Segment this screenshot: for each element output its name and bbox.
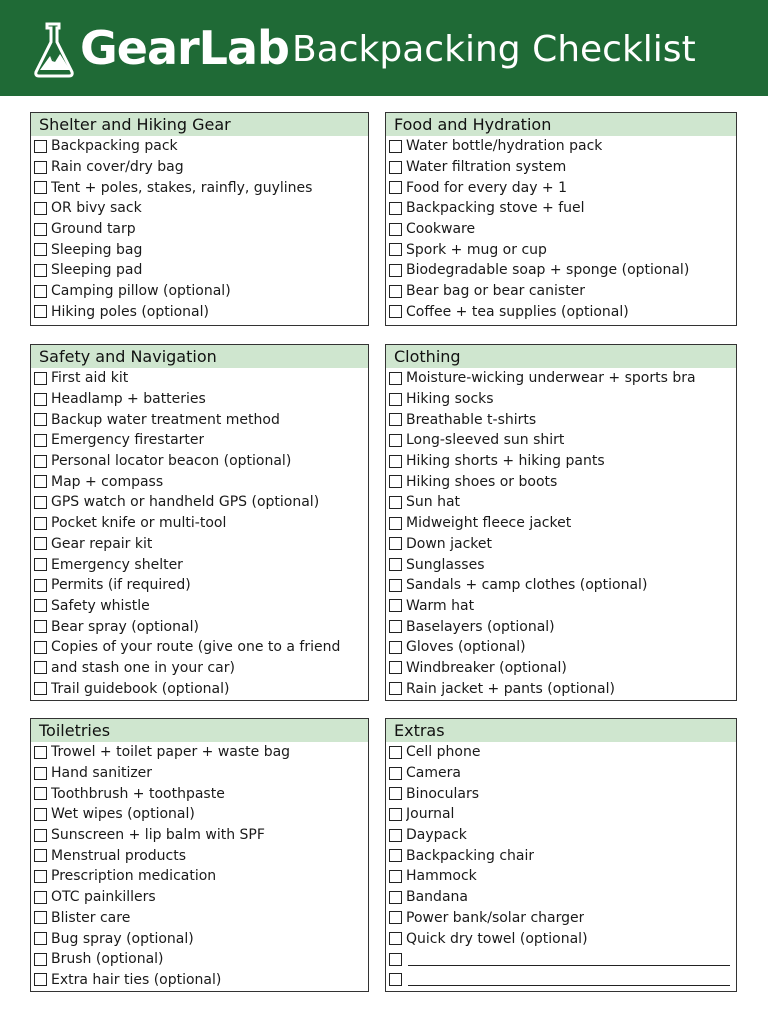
checklist-item [31,136,368,157]
checklist-item [386,409,736,430]
checkbox[interactable] [389,264,402,277]
checkbox[interactable] [34,264,47,277]
checklist-item [386,534,736,555]
checklist-item [31,554,368,575]
brand-logo-text: GearLab [80,21,289,75]
checklist-item [31,783,368,804]
flask-mountain-icon [30,20,80,80]
checklist-item [386,219,736,240]
checkbox[interactable] [34,953,47,966]
checkbox[interactable] [389,808,402,821]
checklist-item [386,177,736,198]
checklist-item-label: Sleeping pad [51,262,143,279]
blank-checklist-item [386,970,736,991]
checkbox[interactable] [389,161,402,174]
checkbox[interactable] [34,682,47,695]
checkbox[interactable] [34,891,47,904]
checklist-item-label: Trowel + toilet paper + waste bag [51,744,291,761]
checklist-item-label: Bear bag or bear canister [406,283,586,300]
checklist-item [386,157,736,178]
checkbox[interactable] [389,829,402,842]
checklist-item [386,742,736,763]
checklist-item [31,409,368,430]
checklist-item [31,281,368,302]
page-title: Backpacking Checklist [292,29,696,70]
checklist-item [31,742,368,763]
checklist-item [31,970,368,991]
checklist-item-label: Menstrual products [51,847,187,864]
section-title: Safety and Navigation [31,345,368,368]
checklist-item [31,616,368,637]
checklist-item-label: Headlamp + batteries [51,391,206,408]
checklist-item [386,239,736,260]
checklist-item-label: GPS watch or handheld GPS (optional) [51,494,320,511]
checkbox[interactable] [34,537,47,550]
checkbox[interactable] [34,517,47,530]
checklist-item-label: Long-sleeved sun shirt [406,432,565,449]
checkbox[interactable] [389,932,402,945]
checklist-item [31,928,368,949]
checklist-item-label: Brush (optional) [51,951,164,968]
checklist-item [386,554,736,575]
checklist-item-label: Backup water treatment method [51,411,280,428]
checkbox[interactable] [389,140,402,153]
checklist-item [31,596,368,617]
checklist-item-label: Camera [406,765,461,782]
checklist-item [31,678,368,699]
checklist-item-label: Hiking poles (optional) [51,303,209,320]
checklist-item-label: Hiking shoes or boots [406,473,558,490]
checklist-item [31,575,368,596]
checkbox[interactable] [389,641,402,654]
checklist-item [31,157,368,178]
checklist-item-label: Water filtration system [406,159,567,176]
section-title: Food and Hydration [386,113,736,136]
checklist-item [386,845,736,866]
checklist-item [386,637,736,658]
checkbox[interactable] [34,243,47,256]
checkbox[interactable] [34,285,47,298]
checklist-item-label: Emergency shelter [51,556,183,573]
checklist-item-label: Hiking socks [406,391,494,408]
checklist-item-label: Daypack [406,827,467,844]
checkbox[interactable] [389,413,402,426]
checklist-item [386,804,736,825]
checklist-item [386,471,736,492]
checklist-item-label: Ground tarp [51,221,136,238]
checklist-item [31,845,368,866]
checkbox[interactable] [389,599,402,612]
checkbox[interactable] [389,285,402,298]
checkbox[interactable] [389,661,402,674]
checkbox[interactable] [34,161,47,174]
checkbox[interactable] [34,849,47,862]
checklist-item-label: Camping pillow (optional) [51,283,231,300]
section-shelter [30,112,369,326]
checklist-item [386,389,736,410]
checkbox[interactable] [389,496,402,509]
checkbox[interactable] [389,579,402,592]
checkbox[interactable] [389,953,402,966]
checklist-item [31,908,368,929]
checklist-item [31,451,368,472]
checklist-item [31,302,368,323]
checklist-item-label: First aid kit [51,370,129,387]
section-safety [30,344,369,701]
checklist-item-label: Cookware [406,221,476,238]
checklist-item [31,492,368,513]
checklist-item [31,389,368,410]
checkbox[interactable] [389,767,402,780]
checkbox[interactable] [34,767,47,780]
checklist-item-label: Hiking shorts + hiking pants [406,453,605,470]
checklist-item [386,260,736,281]
checklist-item [386,658,736,679]
checklist-item-label: Food for every day + 1 [406,179,568,196]
checklist-item [386,908,736,929]
checkbox[interactable] [389,202,402,215]
checklist-item [31,637,368,658]
checklist-item [31,239,368,260]
checkbox[interactable] [389,849,402,862]
checklist-item [31,825,368,846]
checkbox[interactable] [389,870,402,883]
checklist-item-label: Trail guidebook (optional) [51,680,230,697]
checklist-item-label: Bandana [406,889,468,906]
section-clothing [385,344,737,701]
checklist-item-label: Spork + mug or cup [406,241,547,258]
checkbox[interactable] [34,973,47,986]
checkbox[interactable] [34,202,47,215]
checkbox[interactable] [389,223,402,236]
checklist-item-label: Rain cover/dry bag [51,159,184,176]
checklist-item-label: Warm hat [406,597,475,614]
checklist-item [31,763,368,784]
checklist-item-label: Water bottle/hydration pack [406,138,603,155]
checklist-item-label: Rain jacket + pants (optional) [406,680,615,697]
checklist-item-label: Sunscreen + lip balm with SPF [51,827,265,844]
write-in-line[interactable] [408,973,730,986]
checklist-item [31,260,368,281]
checkbox[interactable] [34,223,47,236]
checkbox[interactable] [34,787,47,800]
checklist-item-label: Backpacking stove + fuel [406,200,585,217]
checklist-item [386,575,736,596]
checkbox[interactable] [34,305,47,318]
checklist-item-label: Extra hair ties (optional) [51,971,222,988]
checklist-item [31,368,368,389]
checklist-item [31,198,368,219]
checkbox[interactable] [389,455,402,468]
checklist-item [386,451,736,472]
checklist-item [31,804,368,825]
checkbox[interactable] [389,911,402,924]
checklist-item-label: Journal [406,806,455,823]
checkbox[interactable] [389,434,402,447]
checklist-item [31,887,368,908]
checklist-item-label: Prescription medication [51,868,217,885]
checklist-item-label: Gloves (optional) [406,639,526,656]
checkbox[interactable] [389,537,402,550]
checklist-item [386,136,736,157]
checklist-item [31,177,368,198]
checklist-item [31,949,368,970]
checklist-item-label: Safety whistle [51,597,150,614]
checklist-item-label: Sunglasses [406,556,485,573]
checklist-item-label: Sun hat [406,494,461,511]
checklist-item [386,678,736,699]
checkbox[interactable] [34,579,47,592]
checklist-item-label: Emergency firestarter [51,432,205,449]
checkbox[interactable] [389,682,402,695]
checkbox[interactable] [34,870,47,883]
checklist-item [31,219,368,240]
checkbox[interactable] [34,413,47,426]
checklist-item-label: Wet wipes (optional) [51,806,195,823]
checklist-item-label: Permits (if required) [51,577,191,594]
checklist-item-label: Cell phone [406,744,481,761]
checkbox[interactable] [34,434,47,447]
section-title: Clothing [386,345,736,368]
checklist-item-label: Sleeping bag [51,241,143,258]
checklist-item [386,596,736,617]
checklist-item [386,866,736,887]
checklist-item-label: Baselayers (optional) [406,618,555,635]
checkbox[interactable] [34,911,47,924]
checkbox[interactable] [34,558,47,571]
checklist-item-label: Quick dry towel (optional) [406,930,588,947]
write-in-line[interactable] [408,953,730,966]
checkbox[interactable] [34,599,47,612]
checklist-item-label: Midweight fleece jacket [406,515,572,532]
checklist-item [386,825,736,846]
checkbox[interactable] [34,808,47,821]
checklist-item [386,281,736,302]
checklist-item [386,513,736,534]
checkbox[interactable] [389,305,402,318]
checkbox[interactable] [389,973,402,986]
blank-checklist-item [386,949,736,970]
page-header [0,0,768,96]
checkbox[interactable] [389,393,402,406]
checklist-item-label: Gear repair kit [51,535,153,552]
checklist-item-label: OR bivy sack [51,200,142,217]
section-title: Shelter and Hiking Gear [31,113,368,136]
checklist-item [386,368,736,389]
checklist-item-label: Toothbrush + toothpaste [51,785,225,802]
checkbox[interactable] [389,243,402,256]
section-toiletries [30,718,369,992]
checkbox[interactable] [34,661,47,674]
checklist-item-label: Hammock [406,868,477,885]
checkbox[interactable] [389,181,402,194]
checklist-item-label: Power bank/solar charger [406,909,585,926]
checklist-item-label: Blister care [51,909,131,926]
checklist-item [386,783,736,804]
checkbox[interactable] [34,181,47,194]
checklist-item-label: Personal locator beacon (optional) [51,453,292,470]
checklist-item [386,928,736,949]
checklist-item-label: Down jacket [406,535,492,552]
checkbox[interactable] [389,891,402,904]
checkbox[interactable] [389,372,402,385]
checkbox[interactable] [389,620,402,633]
checkbox[interactable] [389,746,402,759]
checklist-item [386,492,736,513]
checklist-item [386,430,736,451]
checkbox[interactable] [34,829,47,842]
checklist-item [31,658,368,679]
checkbox[interactable] [389,475,402,488]
checkbox[interactable] [34,393,47,406]
checklist-item [386,887,736,908]
checklist-item-label: Biodegradable soap + sponge (optional) [406,262,690,279]
checklist-item [31,471,368,492]
checklist-item-label: Tent + poles, stakes, rainfly, guylines [51,179,313,196]
checklist-item-label: Windbreaker (optional) [406,659,567,676]
checkbox[interactable] [34,620,47,633]
checklist-item [31,534,368,555]
checklist-item-label: Breathable t-shirts [406,411,537,428]
checklist-item [31,430,368,451]
checkbox[interactable] [34,455,47,468]
checkbox[interactable] [34,372,47,385]
checklist-item-label: Copies of your route (give one to a friend [51,639,341,656]
checklist-item-label: OTC painkillers [51,889,156,906]
checklist-item-label: Bear spray (optional) [51,618,199,635]
checkbox[interactable] [389,558,402,571]
checkbox[interactable] [389,787,402,800]
checklist-item-label: Bug spray (optional) [51,930,194,947]
section-title: Extras [386,719,736,742]
checklist-item-label: Coffee + tea supplies (optional) [406,303,629,320]
checklist-item-label: Binoculars [406,785,480,802]
checkbox[interactable] [34,746,47,759]
checklist-item [31,866,368,887]
checklist-item-label: Map + compass [51,473,164,490]
section-food [385,112,737,326]
checklist-item-label: Pocket knife or multi-tool [51,515,227,532]
checklist-item-label: Backpacking chair [406,847,535,864]
checklist-item-label: Hand sanitizer [51,765,153,782]
checklist-item-label: Moisture-wicking underwear + sports bra [406,370,696,387]
checkbox[interactable] [34,496,47,509]
checklist-item-label: Backpacking pack [51,138,178,155]
checklist-item-label: Sandals + camp clothes (optional) [406,577,648,594]
checklist-item [386,302,736,323]
checkbox[interactable] [389,517,402,530]
checkbox[interactable] [34,140,47,153]
checklist-item [386,198,736,219]
section-extras [385,718,737,992]
section-title: Toiletries [31,719,368,742]
checkbox[interactable] [34,641,47,654]
checklist-item [31,513,368,534]
checkbox[interactable] [34,475,47,488]
checklist-item [386,616,736,637]
checklist-item [386,763,736,784]
checkbox[interactable] [34,932,47,945]
checklist-item-label: and stash one in your car) [51,659,235,676]
